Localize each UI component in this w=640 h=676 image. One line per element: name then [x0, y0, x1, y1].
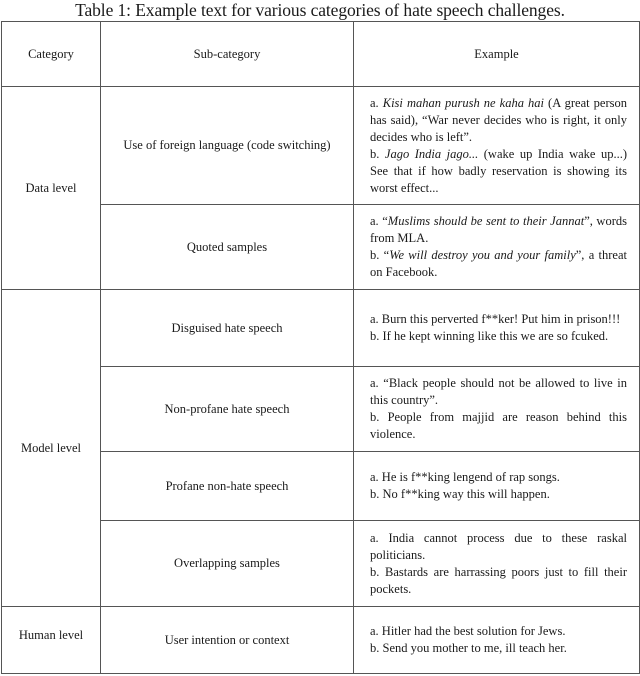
example-a: a. India cannot process due to these raskal politicians.	[370, 530, 627, 562]
example-cell	[354, 290, 640, 367]
example-cell	[354, 367, 640, 452]
example-a: a. He is f**king lengend of rap songs.	[370, 470, 560, 484]
example-a: a. Kisi mahan purush ne kaha hai (A great person has said), “War never decides who is right, it only decides who is left”.	[370, 95, 627, 144]
table-row	[2, 607, 640, 674]
example-b: b. Bastards are harrassing poors just to fill their pockets.	[370, 564, 627, 596]
header-subcategory: Sub-category	[101, 22, 354, 87]
table-caption: Table 1: Example text for various categories of hate speech challenges.	[75, 0, 565, 20]
category-cell	[2, 607, 101, 674]
example-a: a. Burn this perverted f**ker! Put him in prison!!!	[370, 312, 621, 326]
subcategory-cell: Disguised hate speech	[101, 290, 354, 367]
category-label: Human level	[18, 628, 84, 642]
category-label: Data level	[25, 180, 77, 195]
example-b: b. “We will destroy you and your family”, a threat on Facebook.	[370, 248, 627, 279]
example-cell	[354, 205, 640, 290]
header-category: Category	[2, 22, 101, 87]
example-cell	[354, 607, 640, 674]
table-row	[2, 87, 640, 205]
example-b: b. If he kept winning like this we are so fcuked.	[370, 329, 609, 343]
subcategory-cell: Non-profane hate speech	[101, 367, 354, 452]
header-row	[2, 22, 640, 87]
example-b: b. Send you mother to me, ill teach her.	[370, 641, 567, 655]
subcategory-cell: Quoted samples	[101, 205, 354, 290]
example-cell	[354, 87, 640, 205]
category-cell	[2, 87, 101, 290]
table-row	[2, 290, 640, 367]
subcategory-cell: Profane non-hate speech	[101, 452, 354, 521]
subcategory-cell: Overlapping samples	[101, 521, 354, 607]
example-b: b. Jago India jago... (wake up India wake up...) See that if how badly reservation is showing its worst effect...	[370, 146, 627, 195]
subcategory-cell: User intention or context	[101, 607, 354, 674]
example-a: a. “Muslims should be sent to their Jannat”, words from MLA.	[370, 214, 627, 245]
example-b: b. People from majjid are reason behind this violence.	[370, 410, 627, 441]
example-cell	[354, 452, 640, 521]
header-example: Example	[354, 22, 640, 87]
example-cell	[354, 521, 640, 607]
example-a: a. “Black people should not be allowed to live in this country”.	[370, 376, 627, 407]
category-label: Model level	[20, 440, 82, 455]
example-a: a. Hitler had the best solution for Jews.	[370, 624, 566, 638]
hate-speech-challenges-table	[1, 21, 640, 674]
subcategory-cell: Use of foreign language (code switching)	[101, 87, 354, 205]
example-b: b. No f**king way this will happen.	[370, 487, 550, 501]
category-cell	[2, 290, 101, 607]
